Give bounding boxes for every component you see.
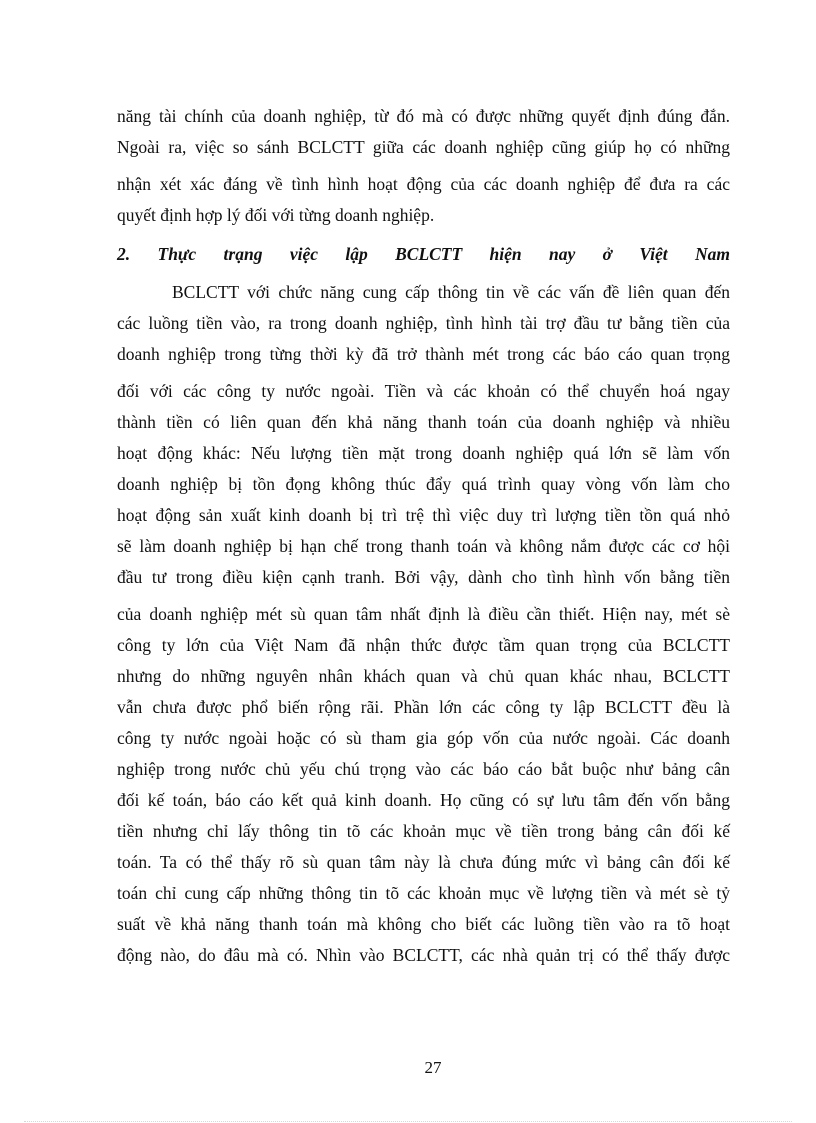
paragraph-line: công ty lớn của Việt Nam đã nhận thức được tầm quan trọng của BCLCTT xyxy=(117,635,730,655)
paragraph-line: đối với các công ty nước ngoài. Tiền và các khoản có thể chuyển hoá ngay xyxy=(117,381,730,401)
paragraph-line: hoạt động sản xuất kinh doanh bị trì trệ thì việc duy trì lượng tiền tồn quá nhỏ xyxy=(117,505,730,525)
paragraph-line: tiền nhưng chỉ lấy thông tin tõ các khoản mục về tiền trong bảng cân đối kế xyxy=(117,821,730,841)
paragraph-continued xyxy=(117,101,730,231)
paragraph-line: công ty nước ngoài hoặc có sù tham gia góp vốn của nước ngoài. Các doanh xyxy=(117,728,730,748)
paragraph-line: đầu tư trong điều kiện cạnh tranh. Bởi vậy, dành cho tình hình vốn bằng tiền xyxy=(117,567,730,587)
paragraph-line: thành tiền có liên quan đến khả năng thanh toán của doanh nghiệp và nhiều xyxy=(117,412,730,432)
paragraph-line: doanh nghiệp trong từng thời kỳ đã trở thành mét trong các báo cáo quan trọng xyxy=(117,344,730,364)
paragraph-main xyxy=(117,277,730,971)
paragraph-line: Ngoài ra, việc so sánh BCLCTT giữa các doanh nghiệp cũng giúp họ có những xyxy=(117,137,730,157)
paragraph-line: nhưng do những nguyên nhân khách quan và chủ quan khác nhau, BCLCTT xyxy=(117,666,730,686)
page-bottom-divider xyxy=(24,1121,792,1122)
section-heading: 2. Thực trạng việc lập BCLCTT hiện nay ở Việt Nam xyxy=(117,244,730,264)
paragraph-line: sẽ làm doanh nghiệp bị hạn chế trong thanh toán và không nắm được các cơ hội xyxy=(117,536,730,556)
paragraph-line: các luồng tiền vào, ra trong doanh nghiệp, tình hình tài trợ đầu tư bằng tiền của xyxy=(117,313,730,333)
paragraph-line: toán. Ta có thể thấy rõ sù quan tâm này là chưa đúng mức vì bảng cân đối kế xyxy=(117,852,730,872)
section-heading-block xyxy=(117,239,730,270)
paragraph-line: doanh nghiệp bị tồn đọng không thúc đẩy quá trình quay vòng vốn làm cho xyxy=(117,474,730,494)
paragraph-line: quyết định hợp lý đối với từng doanh nghiệp. xyxy=(117,205,435,225)
paragraph-line: vẫn chưa được phổ biến rộng rãi. Phần lớn các công ty lập BCLCTT đều là xyxy=(117,697,730,717)
paragraph-line: của doanh nghiệp mét sù quan tâm nhất định là điều cần thiết. Hiện nay, mét sè xyxy=(117,604,730,624)
page-number: 27 xyxy=(424,1058,442,1077)
paragraph-line: động nào, do đâu mà có. Nhìn vào BCLCTT, các nhà quản trị có thể thấy được xyxy=(117,945,730,965)
paragraph-line: nhận xét xác đáng về tình hình hoạt động của các doanh nghiệp để đưa ra các xyxy=(117,174,730,194)
paragraph-line: đối kế toán, báo cáo kết quả kinh doanh. Họ cũng có sự lưu tâm đến vốn bằng xyxy=(117,790,730,810)
paragraph-line: suất về khả năng thanh toán mà không cho biết các luồng tiền vào ra tõ hoạt xyxy=(117,914,730,934)
paragraph-line: hoạt động khác: Nếu lượng tiền mặt trong doanh nghiệp quá lớn sẽ làm vốn xyxy=(117,443,730,463)
paragraph-line: năng tài chính của doanh nghiệp, từ đó mà có được những quyết định đúng đắn. xyxy=(117,106,730,126)
paragraph-line: toán chỉ cung cấp những thông tin tõ các khoản mục về lượng tiền và mét sè tỷ xyxy=(117,883,730,903)
paragraph-line: BCLCTT với chức năng cung cấp thông tin về các vấn đề liên quan đến xyxy=(172,282,730,302)
paragraph-line: nghiệp trong nước chủ yếu chú trọng vào các báo cáo bắt buộc như bảng cân xyxy=(117,759,730,779)
